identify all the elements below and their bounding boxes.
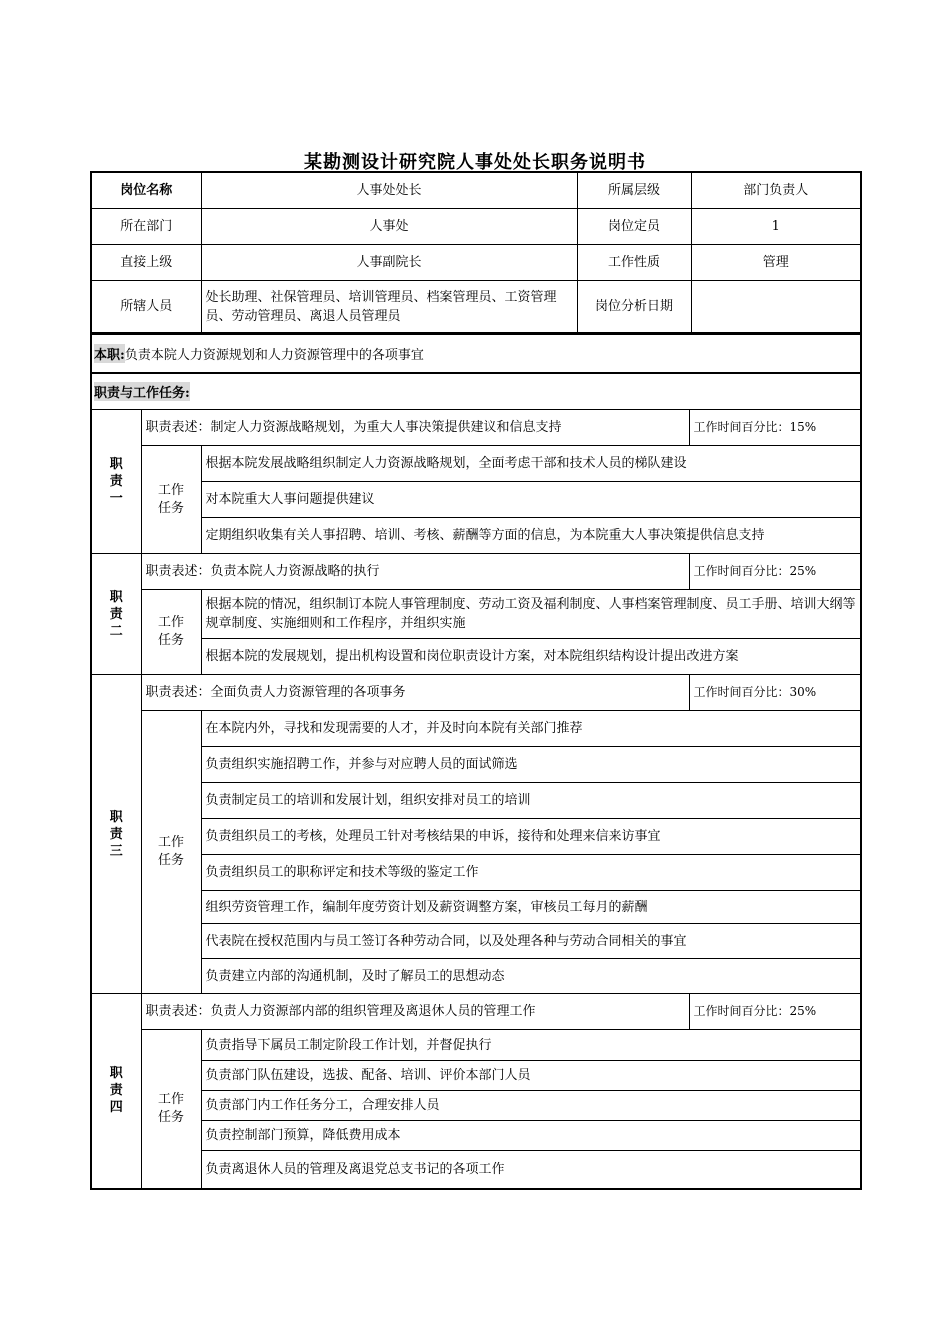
task-row — [91, 1030, 861, 1061]
task-row — [91, 518, 861, 554]
task-row — [91, 590, 861, 639]
duty-desc-row — [91, 675, 861, 711]
duty-label-char: 一 — [109, 491, 123, 506]
position-name-label: 岗位名称 — [91, 172, 201, 208]
duty-label-char: 职 — [109, 1066, 123, 1082]
task-row — [91, 855, 861, 891]
task-row — [91, 1091, 861, 1121]
analysis-date-value — [691, 280, 861, 334]
task-label-line: 任务 — [157, 633, 184, 648]
level-value: 部门负责人 — [691, 172, 861, 208]
task-item: 负责离退休人员的管理及离退党总支书记的各项工作 — [201, 1151, 861, 1189]
task-label — [141, 711, 201, 994]
duty-time-percent: 工作时间百分比：15% — [689, 410, 861, 446]
duty-label-char: 责 — [109, 1083, 123, 1099]
task-label-line: 工作 — [157, 835, 184, 850]
subordinates-label: 所辖人员 — [91, 280, 201, 334]
task-label — [141, 590, 201, 675]
duty-label-char: 责 — [109, 474, 123, 489]
task-row — [91, 783, 861, 819]
task-label — [141, 446, 201, 554]
headcount-label: 岗位定员 — [577, 208, 691, 244]
duty-label-char: 四 — [109, 1100, 123, 1116]
task-item: 负责建立内部的沟通机制，及时了解员工的思想动态 — [201, 959, 861, 994]
duties-heading-row — [90, 372, 862, 409]
task-row — [91, 747, 861, 783]
subordinates-value: 处长助理、社保管理员、培训管理员、档案管理员、工资管理员、劳动管理员、离退人员管理员 — [201, 280, 577, 334]
duty-label-char: 三 — [109, 843, 123, 859]
superior-value: 人事副院长 — [201, 244, 577, 280]
analysis-date-label: 岗位分析日期 — [577, 280, 691, 334]
task-item: 定期组织收集有关人事招聘、培训、考核、薪酬等方面的信息，为本院重大人事决策提供信息支持 — [201, 518, 861, 554]
role-summary — [90, 332, 862, 374]
duty-label-char: 责 — [109, 826, 123, 842]
task-item: 负责指导下属员工制定阶段工作计划，并督促执行 — [201, 1030, 861, 1061]
task-row — [91, 959, 861, 994]
task-item: 对本院重大人事问题提供建议 — [201, 482, 861, 518]
task-item: 在本院内外，寻找和发现需要的人才，并及时向本院有关部门推荐 — [201, 711, 861, 747]
duty-description: 职责表述：负责本院人力资源战略的执行 — [141, 554, 689, 590]
task-label-line: 工作 — [157, 615, 184, 630]
task-item: 根据本院的情况，组织制订本院人事管理制度、劳动工资及福利制度、人事档案管理制度、员工手册、培训大纲等规章制度、实施细则和工作程序，并组织实施 — [201, 590, 861, 639]
task-label-line: 工作 — [157, 1091, 184, 1107]
task-item: 负责组织实施招聘工作，并参与对应聘人员的面试筛选 — [201, 747, 861, 783]
duty-description: 职责表述：全面负责人力资源管理的各项事务 — [141, 675, 689, 711]
duty-label-char: 职 — [109, 809, 123, 825]
task-label-line: 任务 — [157, 1109, 184, 1125]
duty-time-percent: 工作时间百分比：25% — [689, 554, 861, 590]
duty-desc-row — [91, 994, 861, 1030]
task-item: 组织劳资管理工作，编制年度劳资计划及薪资调整方案，审核员工每月的薪酬 — [201, 891, 861, 924]
duties-body — [91, 410, 861, 1189]
task-item: 根据本院的发展规划，提出机构设置和岗位职责设计方案，对本院组织结构设计提出改进方案 — [201, 639, 861, 675]
department-label: 所在部门 — [91, 208, 201, 244]
superior-label: 直接上级 — [91, 244, 201, 280]
task-row — [91, 1151, 861, 1189]
duty-time-percent: 工作时间百分比：30% — [689, 675, 861, 711]
task-row — [91, 446, 861, 482]
task-row — [91, 891, 861, 924]
task-label-line: 工作 — [157, 482, 184, 498]
task-row — [91, 639, 861, 675]
duty-desc-row — [91, 554, 861, 590]
task-item: 负责制定员工的培训和发展计划，组织安排对员工的培训 — [201, 783, 861, 819]
duties-heading: 职责与工作任务: — [94, 382, 190, 401]
duty-label-char: 责 — [109, 606, 123, 622]
position-name-value: 人事处处长 — [201, 172, 577, 208]
task-row — [91, 819, 861, 855]
role-label: 本职: — [94, 344, 125, 363]
duty-desc-row — [91, 410, 861, 446]
duty-label-char: 二 — [109, 623, 123, 639]
task-label-line: 任务 — [157, 853, 184, 868]
task-item: 代表院在授权范围内与员工签订各种劳动合同，以及处理各种与劳动合同相关的事宜 — [201, 924, 861, 959]
task-item: 负责控制部门预算，降低费用成本 — [201, 1121, 861, 1151]
department-value: 人事处 — [201, 208, 577, 244]
role-text: 负责本院人力资源规划和人力资源管理中的各项事宜 — [124, 347, 424, 363]
task-row — [91, 1121, 861, 1151]
nature-value: 管理 — [691, 244, 861, 280]
nature-label: 工作性质 — [577, 244, 691, 280]
duty-label-char: 职 — [109, 457, 123, 472]
duty-label — [91, 410, 141, 554]
task-row — [91, 924, 861, 959]
duty-description: 职责表述：制定人力资源战略规划，为重大人事决策提供建议和信息支持 — [141, 410, 689, 446]
task-item: 负责部门队伍建设，选拔、配备、培训、评价本部门人员 — [201, 1061, 861, 1091]
duty-label — [91, 675, 141, 994]
position-info-table — [90, 171, 862, 335]
level-label: 所属层级 — [577, 172, 691, 208]
headcount-value: 1 — [691, 208, 861, 244]
duty-label — [91, 994, 141, 1189]
duty-label-char: 职 — [109, 589, 123, 605]
task-item: 负责部门内工作任务分工，合理安排人员 — [201, 1091, 861, 1121]
task-item: 负责组织员工的考核，处理员工针对考核结果的申诉，接待和处理来信来访事宜 — [201, 819, 861, 855]
task-label — [141, 1030, 201, 1189]
task-row — [91, 482, 861, 518]
duties-table — [90, 409, 862, 1190]
task-item: 负责组织员工的职称评定和技术等级的鉴定工作 — [201, 855, 861, 891]
task-row — [91, 1061, 861, 1091]
duty-time-percent: 工作时间百分比：25% — [689, 994, 861, 1030]
task-row — [91, 711, 861, 747]
task-label-line: 任务 — [157, 500, 184, 516]
task-item: 根据本院发展战略组织制定人力资源战略规划，全面考虑干部和技术人员的梯队建设 — [201, 446, 861, 482]
duty-description: 职责表述：负责人力资源部内部的组织管理及离退休人员的管理工作 — [141, 994, 689, 1030]
document-title: 某勘测设计研究院人事处处长职务说明书 — [304, 152, 646, 173]
duty-label — [91, 554, 141, 675]
